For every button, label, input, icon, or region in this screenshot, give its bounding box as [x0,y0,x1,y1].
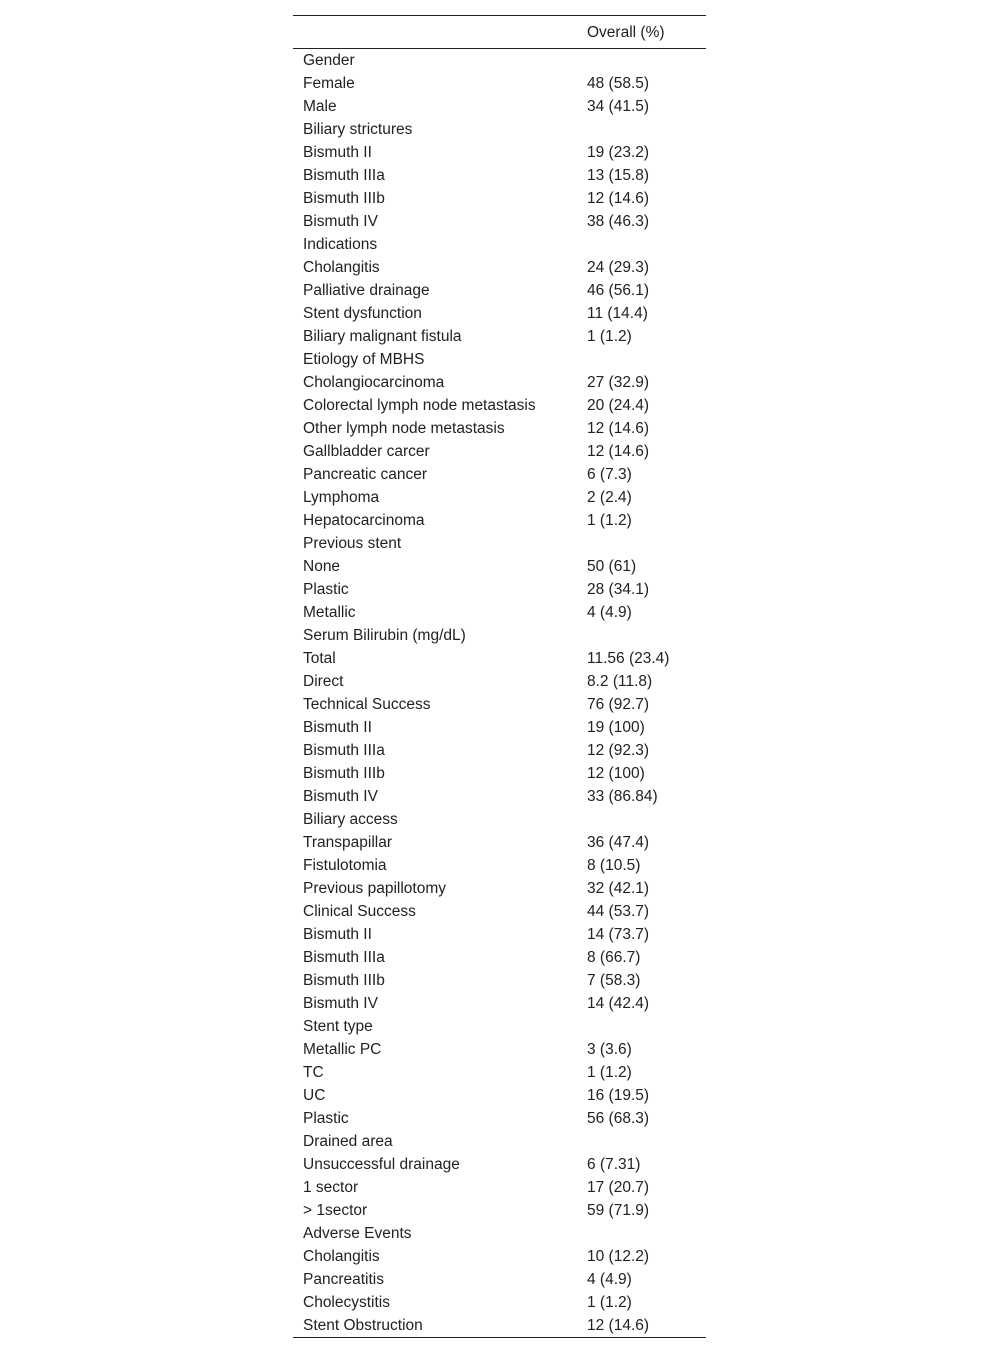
table-row [293,417,706,440]
row-label: Drained area [303,1133,393,1150]
table-row [293,325,706,348]
row-value: 36 (47.4) [587,834,650,851]
row-value: 8 (66.7) [587,949,641,966]
row-label: Bismuth IIIb [303,972,385,989]
row-value: 12 (14.6) [587,190,650,207]
row-value: 1 (1.2) [587,328,632,345]
row-label: Stent Obstruction [303,1317,423,1334]
row-label: Pancreatic cancer [303,466,428,483]
row-value: 19 (23.2) [587,144,650,161]
table-row [293,1222,706,1245]
row-value: 17 (20.7) [587,1179,650,1196]
row-label: Biliary malignant fistula [303,328,462,345]
table-row [293,946,706,969]
table-row [293,1245,706,1268]
row-label: Bismuth II [303,719,372,736]
row-label: Gender [303,52,355,69]
row-value [587,233,706,256]
row-label: Bismuth IV [303,213,378,230]
row-label: Bismuth II [303,144,372,161]
row-label: Stent dysfunction [303,305,422,322]
row-value: 14 (42.4) [587,995,650,1012]
table-row [293,141,706,164]
row-value: 50 (61) [587,558,637,575]
row-value: 32 (42.1) [587,880,650,897]
table-row [293,210,706,233]
table-row [293,739,706,762]
row-value [587,49,706,73]
row-value: 12 (14.6) [587,420,650,437]
row-label: Unsuccessful drainage [303,1156,460,1173]
table-row [293,371,706,394]
row-value [587,348,706,371]
row-label: None [303,558,341,575]
table-row [293,1107,706,1130]
row-value: 48 (58.5) [587,75,650,92]
table-row [293,1084,706,1107]
row-value: 28 (34.1) [587,581,650,598]
table-row [293,394,706,417]
row-value: 11 (14.4) [587,305,648,322]
row-label: Bismuth IV [303,788,378,805]
row-label: Female [303,75,355,92]
table-row [293,1314,706,1338]
table-header [293,16,706,49]
row-value [587,1015,706,1038]
row-label: Previous stent [303,535,402,552]
row-label: Colorectal lymph node metastasis [303,397,536,414]
table-row [293,72,706,95]
row-label: > 1sector [303,1202,368,1219]
row-label: Stent type [303,1018,373,1035]
row-label: Direct [303,673,344,690]
row-label: Male [303,98,337,115]
row-value: 1 (1.2) [587,1064,632,1081]
row-label: Bismuth IV [303,995,378,1012]
table-body [293,49,706,1338]
table-row [293,509,706,532]
table-row [293,440,706,463]
row-value: 1 (1.2) [587,512,632,529]
row-label: TC [303,1064,324,1081]
row-value: 38 (46.3) [587,213,650,230]
row-value: 12 (92.3) [587,742,650,759]
row-label: Cholecystitis [303,1294,390,1311]
row-label: Other lymph node metastasis [303,420,505,437]
table-row [293,877,706,900]
row-label: Biliary strictures [303,121,413,138]
table-row [293,256,706,279]
row-label: Clinical Success [303,903,416,920]
table-row [293,164,706,187]
row-value: 33 (86.84) [587,788,658,805]
row-value: 12 (14.6) [587,1317,650,1334]
table-row [293,1268,706,1291]
table-row [293,302,706,325]
row-value: 11.56 (23.4) [587,650,670,667]
table-row [293,578,706,601]
row-value: 56 (68.3) [587,1110,650,1127]
row-label: Hepatocarcinoma [303,512,425,529]
row-label: Bismuth IIIb [303,765,385,782]
table-row [293,1291,706,1314]
table-row [293,486,706,509]
row-value: 6 (7.31) [587,1156,641,1173]
row-value [587,1130,706,1153]
table-row [293,762,706,785]
row-value: 14 (73.7) [587,926,650,943]
table-row [293,463,706,486]
table-row [293,348,706,371]
table-row [293,532,706,555]
row-value: 46 (56.1) [587,282,650,299]
row-value: 20 (24.4) [587,397,650,414]
row-value: 13 (15.8) [587,167,650,184]
data-table [293,15,706,1338]
row-label: Previous papillotomy [303,880,447,897]
row-label: Palliative drainage [303,282,430,299]
row-label: Bismuth IIIb [303,190,385,207]
table-row [293,1153,706,1176]
table-row [293,601,706,624]
row-label: Gallbladder carcer [303,443,430,460]
row-label: Biliary access [303,811,398,828]
row-label: Technical Success [303,696,431,713]
row-value: 7 (58.3) [587,972,641,989]
table-row [293,785,706,808]
table-row [293,1199,706,1222]
row-label: Etiology of MBHS [303,351,425,368]
row-label: Plastic [303,581,349,598]
table-row [293,624,706,647]
row-label: Bismuth IIIa [303,742,385,759]
row-value: 4 (4.9) [587,604,632,621]
row-value [587,624,706,647]
table-row [293,831,706,854]
row-label: Transpapillar [303,834,393,851]
row-value: 24 (29.3) [587,259,650,276]
row-label: Metallic [303,604,356,621]
row-label: Cholangitis [303,1248,380,1265]
table-row [293,854,706,877]
row-value: 8.2 (11.8) [587,673,653,690]
row-value: 8 (10.5) [587,857,641,874]
row-label: Fistulotomia [303,857,387,874]
header-overall-cell: Overall (%) [587,24,665,41]
table-row [293,1061,706,1084]
row-label: Cholangiocarcinoma [303,374,445,391]
table-row [293,716,706,739]
table-row [293,670,706,693]
table-row [293,992,706,1015]
row-value: 1 (1.2) [587,1294,632,1311]
table-row [293,279,706,302]
table-row [293,118,706,141]
row-label: Adverse Events [303,1225,412,1242]
table-row [293,187,706,210]
row-value: 27 (32.9) [587,374,650,391]
table-row [293,808,706,831]
row-value [587,532,706,555]
row-value: 2 (2.4) [587,489,632,506]
row-value: 3 (3.6) [587,1041,632,1058]
row-label: UC [303,1087,326,1104]
row-value: 12 (100) [587,765,645,782]
row-label: Total [303,650,336,667]
table-row [293,233,706,256]
table-row [293,1130,706,1153]
row-value [587,808,706,831]
table-row [293,969,706,992]
row-value: 12 (14.6) [587,443,650,460]
row-label: Bismuth II [303,926,372,943]
header-row [293,16,706,49]
row-value: 34 (41.5) [587,98,650,115]
row-label: Cholangitis [303,259,380,276]
header-label-cell [293,16,587,49]
row-label: Lymphoma [303,489,380,506]
row-value: 19 (100) [587,719,645,736]
table-row [293,900,706,923]
row-value: 6 (7.3) [587,466,632,483]
table-row [293,647,706,670]
table-row [293,1176,706,1199]
row-value: 59 (71.9) [587,1202,650,1219]
row-label: Indications [303,236,378,253]
row-label: Serum Bilirubin (mg/dL) [303,627,466,644]
table-row [293,555,706,578]
table-row [293,693,706,716]
row-label: 1 sector [303,1179,359,1196]
row-value [587,1222,706,1245]
row-value: 44 (53.7) [587,903,650,920]
row-label: Metallic PC [303,1041,382,1058]
table-row [293,1038,706,1061]
row-value [587,118,706,141]
row-value: 4 (4.9) [587,1271,632,1288]
table-row [293,49,706,73]
row-value: 76 (92.7) [587,696,650,713]
table-row [293,1015,706,1038]
row-label: Plastic [303,1110,349,1127]
table-row [293,923,706,946]
data-table-container [293,15,706,1338]
row-label: Bismuth IIIa [303,167,385,184]
row-value: 16 (19.5) [587,1087,650,1104]
row-value: 10 (12.2) [587,1248,650,1265]
row-label: Pancreatitis [303,1271,384,1288]
table-row [293,95,706,118]
row-label: Bismuth IIIa [303,949,385,966]
